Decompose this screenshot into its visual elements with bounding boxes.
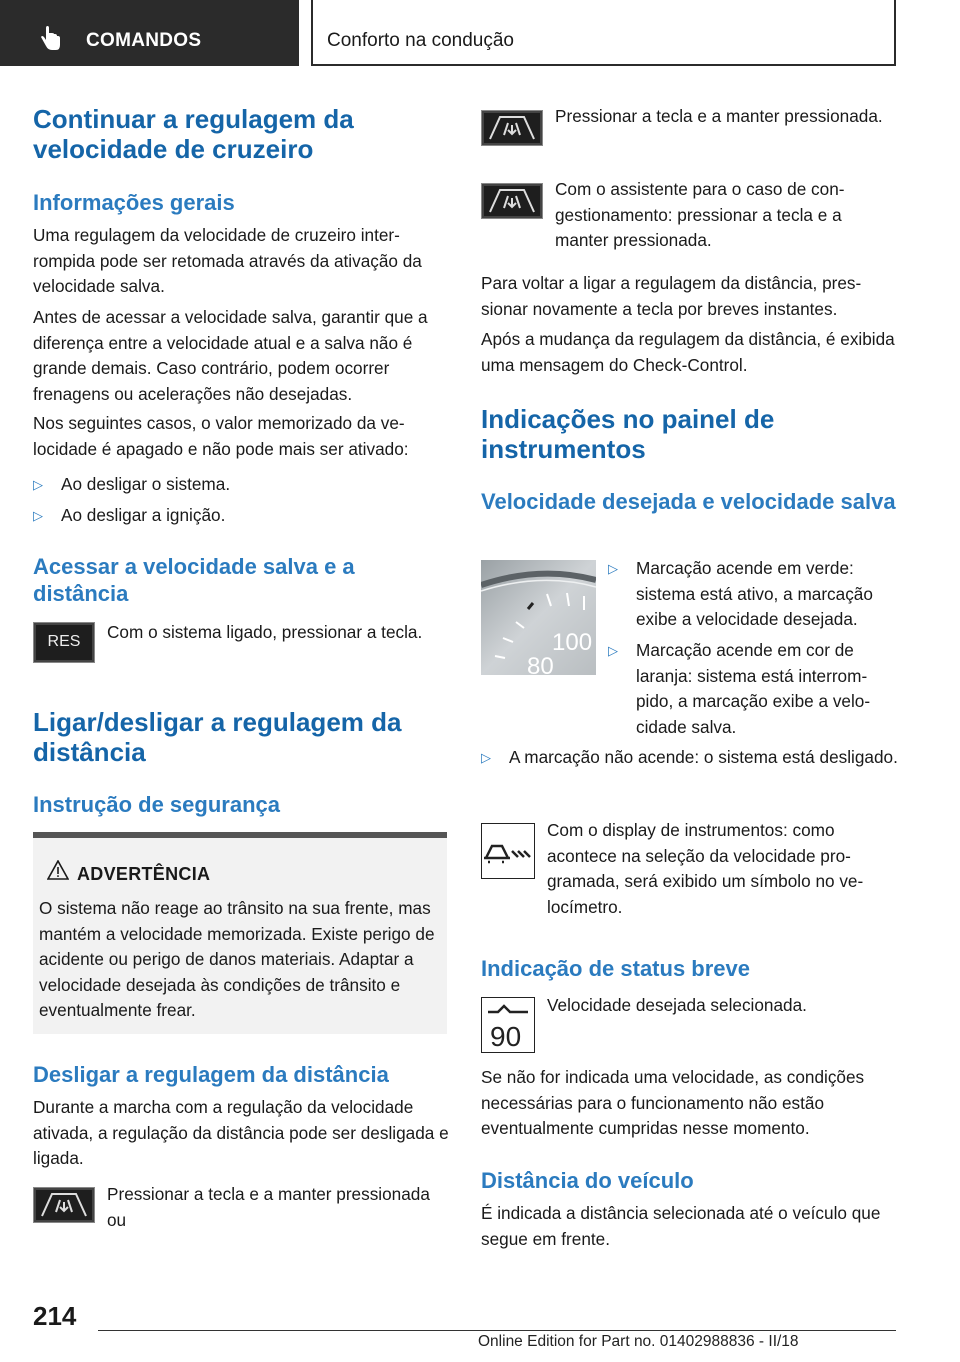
distance-key-icon — [481, 110, 543, 146]
paragraph-during-drive: Durante a marcha com a regulação da velocidade ativada, a regulação da distância pode ser desligada e ligada. — [33, 1097, 449, 1169]
res-instruction: Com o sistema ligado, pressionar a tecla. — [107, 622, 423, 642]
cruise-distance-symbol-icon — [481, 823, 535, 879]
press-key-instruction: Pressionar a tecla e a manter pressionada ou — [107, 1184, 430, 1230]
paragraph-difference: Antes de acessar a velocidade salva, garantir que a diferença entre a velocidade atual e a salva não é grande demais. Caso contrário, podem ocorrer frenagens ou acelerações não desejadas. — [33, 307, 428, 404]
paragraph-turn-on-again: Para voltar a ligar a regulagem da distância, pressionar novamente a tecla por breves instantes. — [481, 273, 862, 319]
paragraph-cases: Nos seguintes casos, o valor memorizado da velocidade é apagado e não pode mais ser ativado: — [33, 413, 409, 459]
heading-access-saved: Acessar a velocidade salva e a distância — [33, 554, 355, 606]
heading-continue: Continuar a regulagem da velocidade de cruzeiro — [33, 104, 354, 164]
heading-turn-off-distance: Desligar a regulagem da distância — [33, 1062, 389, 1087]
speed-90-label: 90 — [490, 1021, 522, 1051]
warning-triangle-icon — [47, 860, 69, 880]
status-text: Velocidade desejada selecionada. — [547, 995, 807, 1015]
bullet-triangle-icon: ▷ — [608, 643, 618, 658]
display-text: Com o display de instrumentos: como acontece na seleção da velocidade programada, será exibido um símbolo no velocímetro. — [547, 820, 864, 917]
heading-instrument-panel: Indicações no painel de instrumentos — [481, 404, 775, 464]
warning-title: ADVERTÊNCIA — [77, 864, 211, 884]
heading-status: Indicação de status breve — [481, 956, 750, 981]
distance-key-icon — [481, 183, 543, 219]
section-tab — [0, 0, 299, 66]
paragraph-distance: É indicada a distância selecionada até o veículo que segue em frente. — [481, 1203, 881, 1249]
hand-icon — [38, 26, 64, 52]
chapter-box — [311, 0, 896, 66]
page-header — [0, 0, 960, 66]
res-key-icon: RES — [33, 622, 95, 663]
heading-vehicle-distance: Distância do veículo — [481, 1168, 694, 1193]
desired-speed-symbol-icon — [481, 997, 535, 1053]
heading-general-info: Informações gerais — [33, 190, 235, 215]
heading-desired-speed: Velocidade desejada e velocidade salva — [481, 489, 896, 514]
speedometer-image — [481, 560, 596, 675]
paragraph-no-speed: Se não for indicada uma velocidade, as condições necessárias para o funcionamento não estão eventualmente cumpridas nesse momento. — [481, 1067, 865, 1139]
bullet-triangle-icon: ▷ — [33, 477, 43, 492]
section-label: COMANDOS — [86, 30, 202, 51]
bullet-triangle-icon: ▷ — [608, 561, 618, 576]
gauge-label-80: 80 — [527, 653, 554, 675]
press-key-instruction-2: Pressionar a tecla e a manter pressionada. — [555, 106, 883, 126]
page-number: 214 — [33, 1301, 77, 1331]
edition-note: Online Edition for Part no. 01402988836 - II/18 — [478, 1333, 799, 1350]
heading-onoff-distance: Ligar/desligar a regulagem da distância — [33, 707, 402, 767]
gauge-label-100: 100 — [552, 629, 593, 656]
heading-safety: Instrução de segurança — [33, 792, 280, 817]
paragraph-resume: Uma regulagem da velocidade de cruzeiro interrompida pode ser retomada através da ativação da velocidade salva. — [33, 225, 422, 297]
chapter-label: Conforto na condução — [327, 30, 514, 51]
distance-key-icon — [33, 1187, 95, 1223]
bullet-triangle-icon: ▷ — [33, 508, 43, 523]
footer-divider — [98, 1330, 896, 1331]
warning-text: O sistema não reage ao trânsito na sua frente, mas mantém a velocidade memorizada. Existe perigo de acidente ou perigo de danos materiais. Adaptar a velocidade desejada às condições de trânsito e eventualmente frear. — [39, 898, 435, 1021]
paragraph-check-control: Após a mudança da regulagem da distância, é exibida uma mensagem do Check-Control. — [481, 329, 895, 375]
bullet-triangle-icon: ▷ — [481, 750, 491, 765]
warning-box — [33, 832, 447, 1034]
